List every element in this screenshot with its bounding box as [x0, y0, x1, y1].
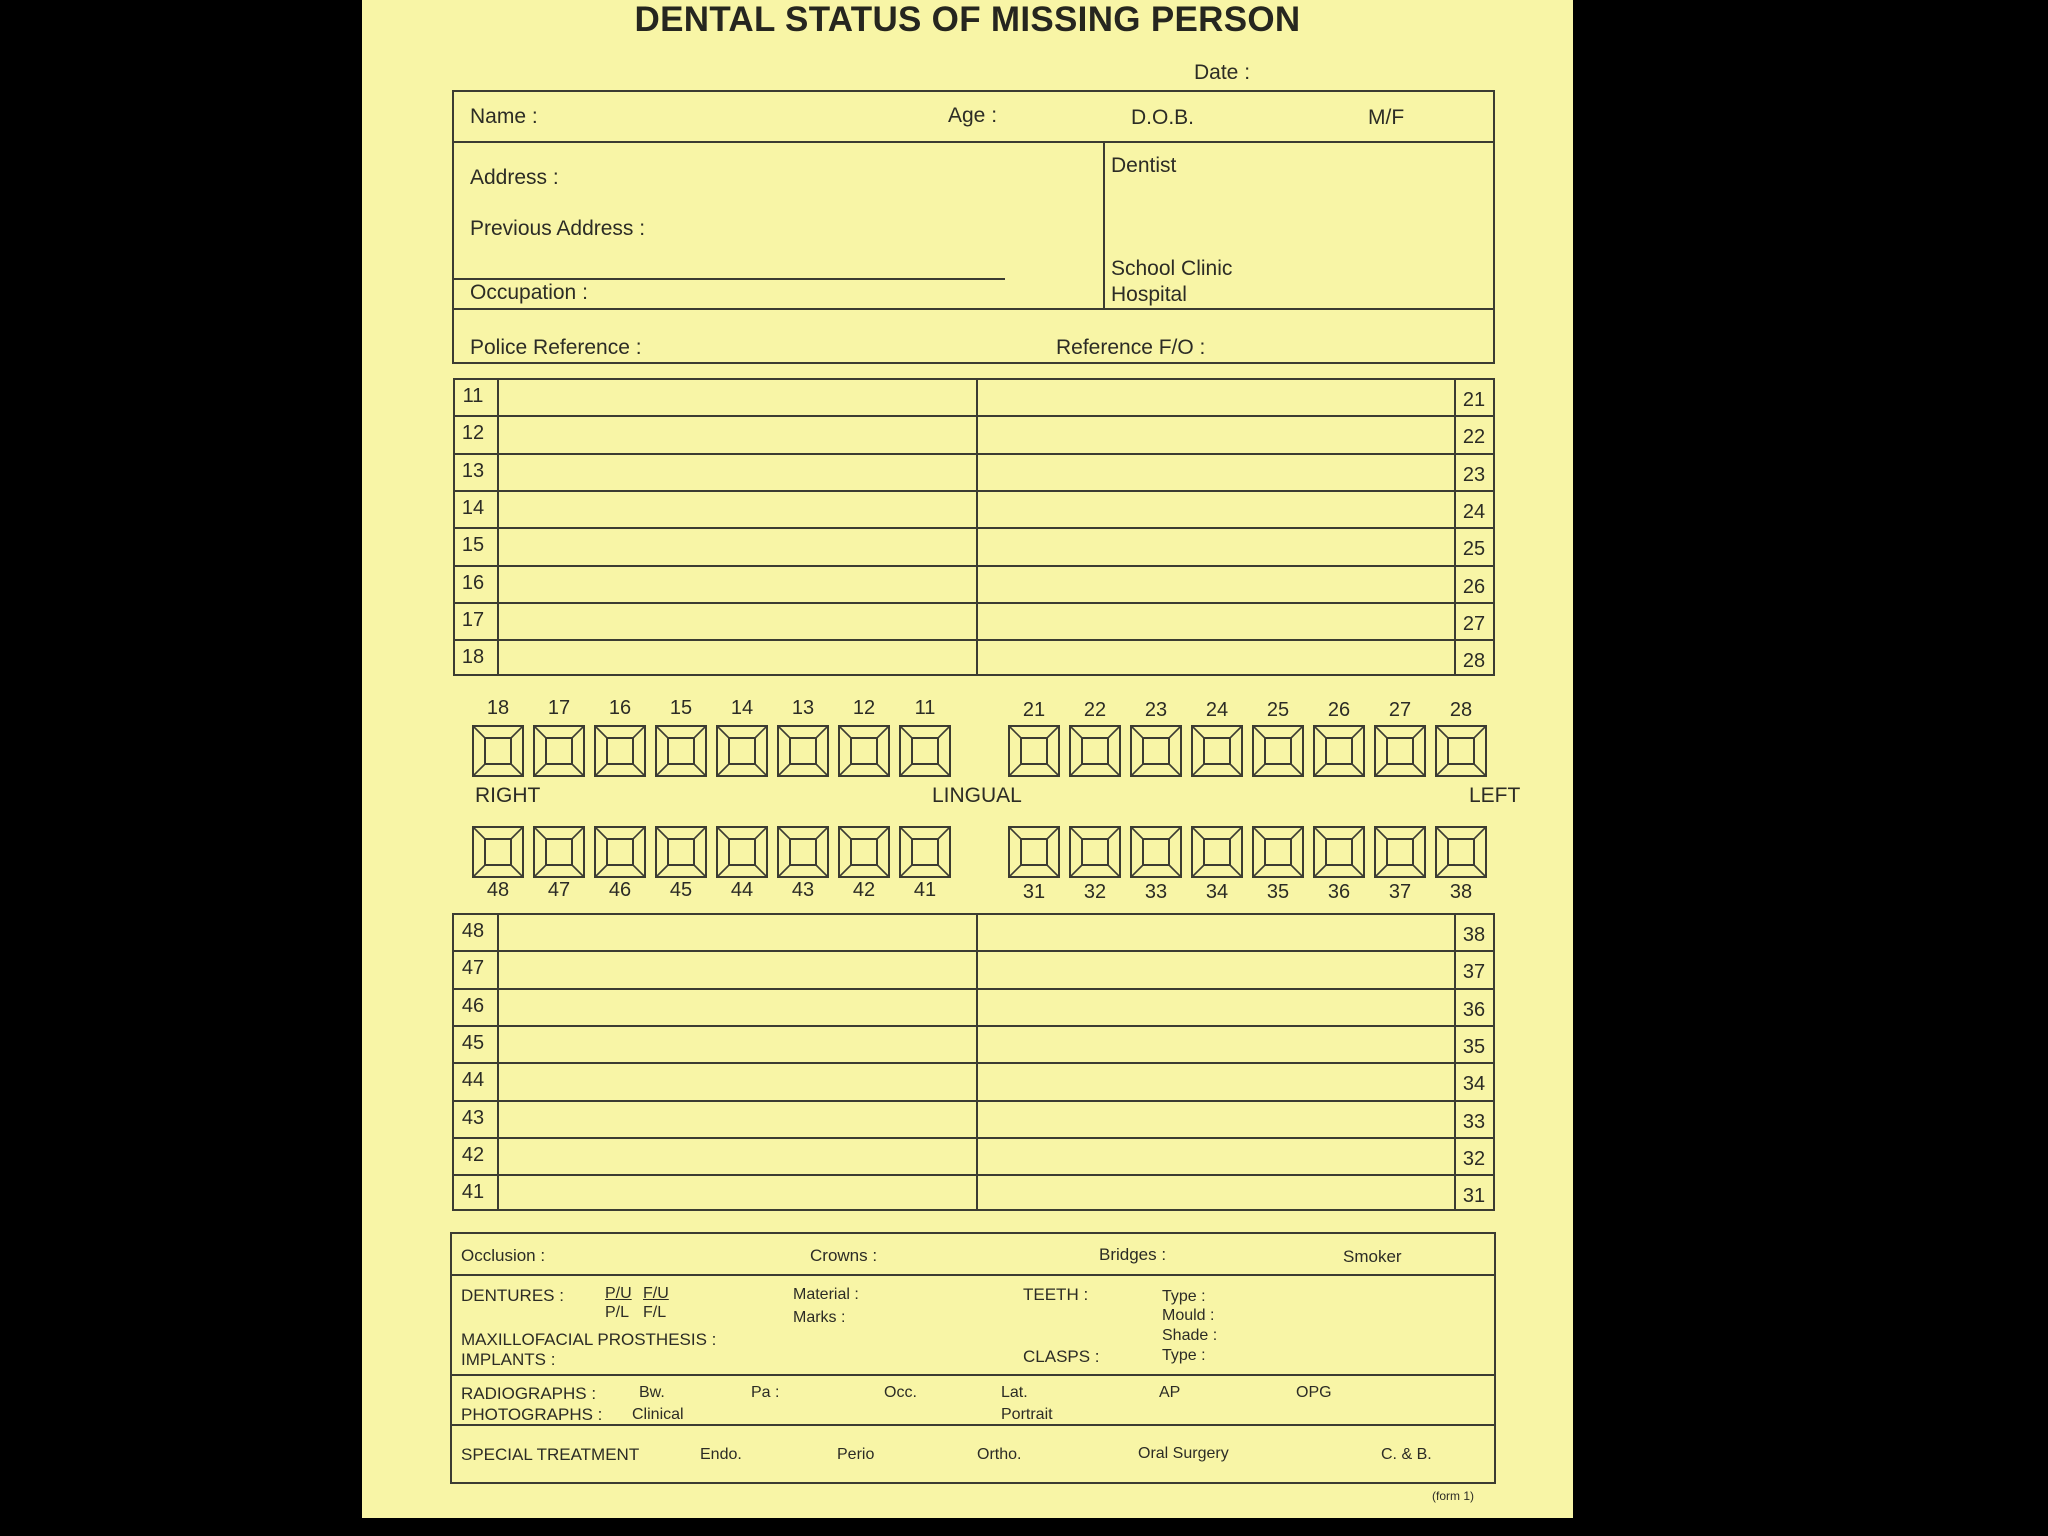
tooth-number: 23	[1144, 699, 1168, 721]
tooth-number: 13	[791, 697, 815, 719]
ap-label: AP	[1159, 1384, 1181, 1401]
mould-label: Mould :	[1162, 1307, 1215, 1324]
implants-label: IMPLANTS :	[461, 1350, 556, 1369]
tooth-number: 26	[1327, 699, 1351, 721]
dob-label: D.O.B.	[1131, 106, 1195, 129]
row-number-right: 48	[461, 920, 485, 942]
row-number-right: 15	[461, 534, 485, 557]
row-number-right: 46	[461, 994, 485, 1017]
police-reference-label: Police Reference :	[470, 336, 642, 359]
row-number-left: 23	[1462, 463, 1486, 486]
tooth-number: 21	[1022, 699, 1046, 721]
lingual-label: LINGUAL	[932, 784, 1022, 807]
row-number-right: 11	[462, 385, 484, 407]
tooth-notes-cell[interactable]	[976, 415, 1454, 452]
tooth-number: 18	[486, 697, 510, 719]
type-label: Type :	[1162, 1288, 1206, 1305]
tooth-number: 28	[1449, 699, 1473, 721]
row-number-right: 14	[461, 496, 485, 519]
tooth-notes-cell[interactable]	[497, 565, 976, 602]
row-number-right: 45	[461, 1031, 485, 1054]
tooth-notes-cell[interactable]	[976, 453, 1454, 490]
row-number-left: 28	[1462, 650, 1486, 673]
row-number-left: 32	[1462, 1147, 1486, 1170]
tooth-notes-cell[interactable]	[497, 988, 976, 1025]
tooth-notes-cell[interactable]	[976, 602, 1454, 639]
tooth-number: 15	[669, 697, 693, 719]
tooth-notes-cell[interactable]	[976, 1062, 1454, 1099]
crowns-label: Crowns :	[810, 1246, 878, 1265]
cb-label: C. & B.	[1381, 1446, 1432, 1463]
clasp-type-label: Type :	[1162, 1347, 1206, 1364]
tooth-surface-diagram[interactable]	[1435, 725, 1487, 777]
name-label: Name :	[470, 105, 538, 128]
previous-address-label: Previous Address :	[470, 217, 646, 240]
dentist-label: Dentist	[1111, 154, 1177, 177]
row-number-left: 26	[1462, 575, 1486, 598]
tooth-number: 33	[1144, 881, 1168, 903]
tooth-number: 22	[1083, 699, 1107, 721]
row-number-right: 12	[461, 422, 485, 445]
tooth-surface-diagram[interactable]	[777, 725, 829, 777]
pu-label: P/U	[605, 1285, 632, 1302]
tooth-number: 44	[730, 879, 754, 901]
tooth-number: 46	[608, 879, 632, 901]
tooth-number: 16	[608, 697, 632, 719]
oral-surgery-label: Oral Surgery	[1138, 1445, 1229, 1462]
tooth-number: 48	[486, 879, 510, 901]
smoker-label: Smoker	[1343, 1247, 1402, 1266]
radiographs-label: RADIOGRAPHS :	[461, 1384, 597, 1403]
divider	[450, 1374, 1496, 1376]
tooth-surface-diagram[interactable]	[1252, 725, 1304, 777]
tooth-surface-diagram[interactable]	[899, 826, 951, 878]
portrait-label: Portrait	[1001, 1406, 1053, 1423]
pl-label: P/L	[605, 1304, 630, 1321]
tooth-notes-cell[interactable]	[497, 1137, 976, 1174]
bw-label: Bw.	[639, 1384, 665, 1401]
divider	[1103, 141, 1105, 308]
tooth-number: 41	[913, 879, 937, 901]
row-number-right: 13	[461, 459, 485, 482]
right-label: RIGHT	[475, 784, 541, 807]
row-number-left: 33	[1462, 1110, 1486, 1133]
tooth-number: 25	[1266, 699, 1290, 721]
tooth-surface-diagram[interactable]	[716, 725, 768, 777]
tooth-number: 14	[730, 697, 754, 719]
tooth-notes-cell[interactable]	[497, 1025, 976, 1062]
tooth-notes-cell[interactable]	[976, 378, 1454, 415]
tooth-surface-diagram[interactable]	[1130, 826, 1182, 878]
divider	[450, 1274, 1496, 1276]
marks-label: Marks :	[793, 1309, 846, 1326]
divider	[452, 141, 1495, 143]
teeth-label: TEETH :	[1023, 1285, 1089, 1304]
opg-label: OPG	[1296, 1384, 1332, 1401]
tooth-notes-cell[interactable]	[497, 378, 976, 415]
sex-label: M/F	[1368, 106, 1405, 129]
tooth-surface-diagram[interactable]	[655, 826, 707, 878]
endo-label: Endo.	[700, 1446, 742, 1463]
reference-fo-label: Reference F/O :	[1056, 336, 1206, 359]
tooth-surface-diagram[interactable]	[594, 826, 646, 878]
form-sheet	[362, 0, 1573, 1518]
tooth-notes-cell[interactable]	[497, 1062, 976, 1099]
tooth-notes-cell[interactable]	[497, 415, 976, 452]
tooth-surface-diagram[interactable]	[1435, 826, 1487, 878]
perio-label: Perio	[837, 1446, 875, 1463]
tooth-surface-diagram[interactable]	[899, 725, 951, 777]
tooth-surface-diagram[interactable]	[472, 725, 524, 777]
tooth-notes-cell[interactable]	[497, 950, 976, 987]
tooth-surface-diagram[interactable]	[1374, 826, 1426, 878]
row-number-left: 27	[1462, 612, 1486, 635]
tooth-number: 27	[1388, 699, 1412, 721]
address-label: Address :	[470, 166, 559, 189]
tooth-notes-cell[interactable]	[497, 639, 976, 676]
form-title: DENTAL STATUS OF MISSING PERSON	[634, 0, 1301, 39]
row-number-right: 43	[461, 1106, 485, 1129]
tooth-notes-cell[interactable]	[497, 913, 976, 950]
tooth-number: 24	[1205, 699, 1229, 721]
tooth-surface-diagram[interactable]	[1130, 725, 1182, 777]
tooth-surface-diagram[interactable]	[777, 826, 829, 878]
tooth-notes-cell[interactable]	[976, 1025, 1454, 1062]
school-clinic-label: School Clinic	[1111, 257, 1233, 280]
tooth-notes-cell[interactable]	[497, 602, 976, 639]
tooth-number: 12	[852, 697, 876, 719]
tooth-surface-diagram[interactable]	[1252, 826, 1304, 878]
tooth-number: 45	[669, 879, 693, 901]
tooth-number: 36	[1327, 881, 1351, 903]
tooth-notes-cell[interactable]	[976, 565, 1454, 602]
material-label: Material :	[793, 1286, 859, 1303]
clasps-label: CLASPS :	[1023, 1347, 1100, 1366]
row-number-right: 16	[461, 571, 485, 594]
row-number-left: 34	[1462, 1073, 1486, 1096]
tooth-surface-diagram[interactable]	[838, 826, 890, 878]
row-number-left: 21	[1462, 389, 1486, 411]
tooth-notes-cell[interactable]	[976, 1137, 1454, 1174]
age-label: Age :	[948, 104, 998, 127]
fu-label: F/U	[643, 1285, 669, 1302]
tooth-number: 37	[1388, 881, 1412, 903]
tooth-surface-diagram[interactable]	[716, 826, 768, 878]
dentures-label: DENTURES :	[461, 1286, 564, 1305]
shade-label: Shade :	[1162, 1327, 1218, 1344]
tooth-notes-cell[interactable]	[497, 1100, 976, 1137]
tooth-number: 42	[852, 879, 876, 901]
tooth-notes-cell[interactable]	[976, 639, 1454, 676]
photographs-label: PHOTOGRAPHS :	[461, 1405, 603, 1424]
tooth-number: 35	[1266, 881, 1290, 903]
ortho-label: Ortho.	[977, 1446, 1022, 1463]
divider	[450, 1424, 1496, 1426]
row-number-right: 47	[461, 957, 485, 980]
fl-label: F/L	[643, 1304, 667, 1321]
tooth-notes-cell[interactable]	[976, 950, 1454, 987]
tooth-surface-diagram[interactable]	[1313, 826, 1365, 878]
row-number-left: 36	[1462, 998, 1486, 1021]
special-treatment-label: SPECIAL TREATMENT	[461, 1445, 640, 1464]
tooth-surface-diagram[interactable]	[472, 826, 524, 878]
tooth-number: 38	[1449, 881, 1473, 903]
tooth-notes-cell[interactable]	[976, 1100, 1454, 1137]
pa-label: Pa :	[751, 1384, 780, 1401]
tooth-notes-cell[interactable]	[976, 527, 1454, 564]
row-number-left: 22	[1462, 426, 1486, 449]
tooth-number: 34	[1205, 881, 1229, 903]
row-number-right: 44	[461, 1069, 485, 1092]
row-number-left: 37	[1462, 961, 1486, 984]
divider	[452, 308, 1495, 310]
occupation-label: Occupation :	[470, 281, 588, 304]
clinical-label: Clinical	[632, 1406, 684, 1423]
row-number-right: 41	[461, 1181, 485, 1204]
tooth-number: 43	[791, 879, 815, 901]
tooth-surface-diagram[interactable]	[1008, 725, 1060, 777]
tooth-notes-cell[interactable]	[976, 913, 1454, 950]
tooth-notes-cell[interactable]	[976, 988, 1454, 1025]
tooth-surface-diagram[interactable]	[655, 725, 707, 777]
hospital-label: Hospital	[1111, 283, 1187, 306]
tooth-notes-cell[interactable]	[497, 453, 976, 490]
tooth-number: 11	[914, 697, 936, 719]
tooth-surface-diagram[interactable]	[838, 725, 890, 777]
date-label: Date :	[1194, 61, 1251, 84]
tooth-surface-diagram[interactable]	[1069, 826, 1121, 878]
tooth-surface-diagram[interactable]	[1069, 725, 1121, 777]
occ-label: Occ.	[884, 1384, 917, 1401]
tooth-notes-cell[interactable]	[976, 1174, 1454, 1211]
lat-label: Lat.	[1001, 1384, 1028, 1401]
tooth-notes-cell[interactable]	[497, 527, 976, 564]
row-number-left: 35	[1462, 1035, 1486, 1058]
tooth-surface-diagram[interactable]	[1313, 725, 1365, 777]
tooth-number: 31	[1022, 881, 1046, 903]
tooth-surface-diagram[interactable]	[594, 725, 646, 777]
tooth-number: 32	[1083, 881, 1107, 903]
tooth-notes-cell[interactable]	[976, 490, 1454, 527]
row-number-right: 17	[461, 608, 485, 631]
row-number-right: 42	[461, 1143, 485, 1166]
row-number-left: 31	[1462, 1185, 1486, 1208]
bridges-label: Bridges :	[1099, 1245, 1167, 1264]
tooth-surface-diagram[interactable]	[1008, 826, 1060, 878]
tooth-surface-diagram[interactable]	[1191, 826, 1243, 878]
divider	[452, 278, 1005, 280]
tooth-number: 17	[547, 697, 571, 719]
tooth-number: 47	[547, 879, 571, 901]
row-number-right: 18	[461, 646, 485, 669]
left-label: LEFT	[1469, 784, 1521, 807]
maxillofacial-label: MAXILLOFACIAL PROSTHESIS :	[461, 1330, 717, 1349]
row-number-left: 38	[1462, 924, 1486, 946]
row-number-left: 24	[1462, 500, 1486, 523]
tooth-notes-cell[interactable]	[497, 1174, 976, 1211]
tooth-surface-diagram[interactable]	[1374, 725, 1426, 777]
tooth-surface-diagram[interactable]	[533, 826, 585, 878]
tooth-surface-diagram[interactable]	[533, 725, 585, 777]
tooth-surface-diagram[interactable]	[1191, 725, 1243, 777]
row-number-left: 25	[1462, 538, 1486, 561]
form-number: (form 1)	[1432, 1489, 1474, 1503]
tooth-notes-cell[interactable]	[497, 490, 976, 527]
occlusion-label: Occlusion :	[461, 1246, 546, 1265]
